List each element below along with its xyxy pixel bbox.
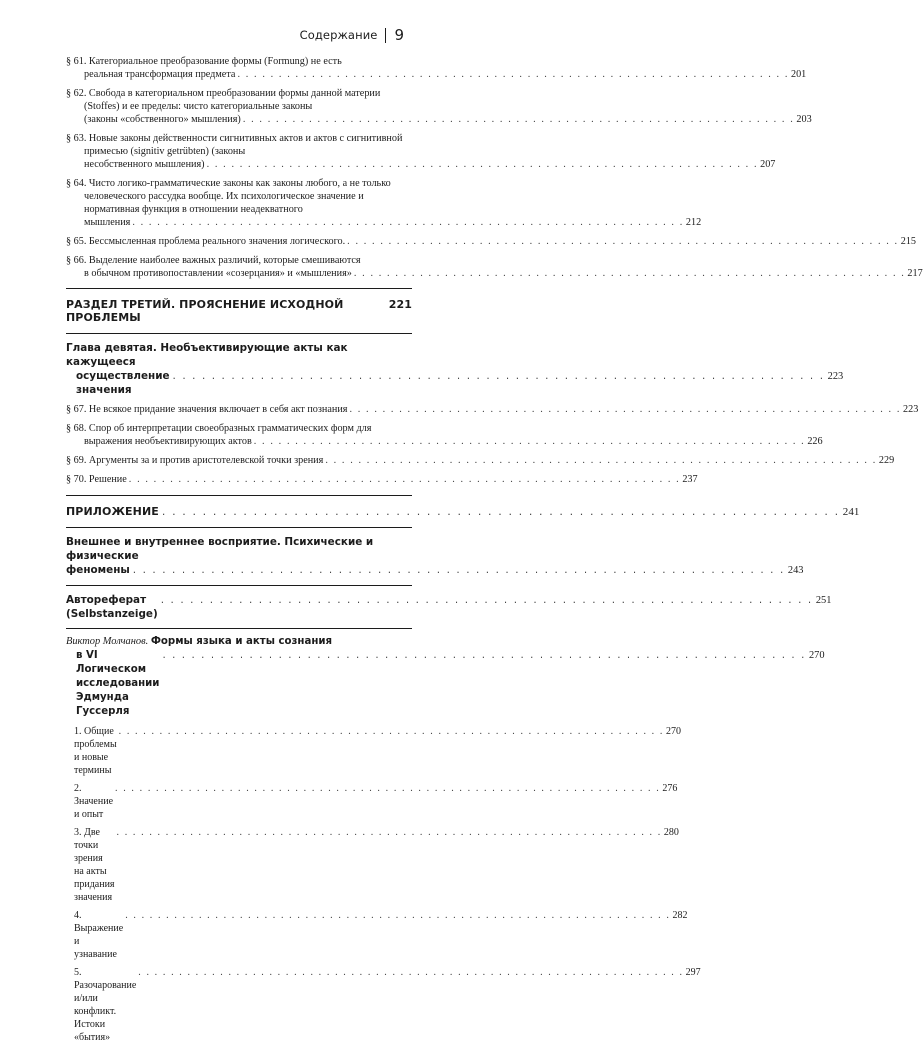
chapter-nine-heading[interactable] bbox=[66, 341, 844, 397]
appendix-page: 241 bbox=[842, 506, 860, 518]
entry-page: 203 bbox=[796, 114, 812, 125]
entry-text-end: § 70. Решение bbox=[66, 474, 127, 485]
sub-entry-2[interactable] bbox=[66, 782, 678, 821]
toc-entry-61[interactable] bbox=[66, 55, 807, 81]
entry-text: § 62. Свобода в категориальном преобразовании формы данной материи (Stoffes) и ее пределы: чисто категориальные законы bbox=[66, 88, 381, 112]
sub-entry-1[interactable] bbox=[66, 725, 681, 777]
entry-page: 229 bbox=[878, 455, 895, 466]
entry-page: 237 bbox=[682, 474, 698, 485]
chapter-line2: осуществление значения bbox=[76, 370, 170, 396]
entry-page: 215 bbox=[900, 236, 916, 247]
sub-label: 2. Значение и опыт bbox=[74, 783, 114, 820]
toc-entry-64[interactable] bbox=[66, 177, 702, 229]
divider bbox=[66, 333, 412, 334]
leader-dots: . . . . . . . . . . . . . . . . . . . . . . . . . . . . . . . . . . . . . . . . . . . . . . . . . . . . . . . . . . . . . . . . . . . bbox=[125, 910, 671, 921]
sub-page: 280 bbox=[663, 827, 679, 838]
perception-line1: Внешнее и внутреннее восприятие. Психические и физические bbox=[66, 536, 374, 562]
perception-heading[interactable] bbox=[66, 535, 804, 578]
leader-dots: . . . . . . . . . . . . . . . . . . . . . . . . . . . . . . . . . . . . . . . . . . . . . . . . . . . . . . . . . . . . . . . . . . . bbox=[242, 114, 795, 125]
sub-page: 282 bbox=[672, 910, 688, 921]
molchanov-author: Виктор Молчанов. bbox=[66, 636, 149, 647]
leader-dots: . . . . . . . . . . . . . . . . . . . . . . . . . . . . . . . . . . . . . . . . . . . . . . . . . . . . . . . . . . . . . . . . . . . bbox=[116, 827, 662, 838]
divider bbox=[66, 585, 412, 586]
sub-label: 3. Две точки зрения на акты придания значения bbox=[74, 827, 115, 903]
toc-entry-66[interactable] bbox=[66, 254, 923, 280]
toc-entry-69[interactable] bbox=[66, 454, 895, 467]
entry-text-end: § 67. Не всякое придание значения включает в себя акт познания bbox=[66, 404, 348, 415]
toc-entry-68[interactable] bbox=[66, 422, 823, 448]
sub-entry-5[interactable] bbox=[66, 966, 701, 1044]
leader-dots: . . . . . . . . . . . . . . . . . . . . . . . . . . . . . . . . . . . . . . . . . . . . . . . . . . . . . . . . . . . . . . . . . . . bbox=[253, 436, 806, 447]
leader-dots: . . . . . . . . . . . . . . . . . . . . . . . . . . . . . . . . . . . . . . . . . . . . . . . . . . . . . . . . . . . . . . . . . . . bbox=[325, 455, 877, 466]
entry-text-end: (законы «собственного» мышления) bbox=[84, 114, 241, 125]
molchanov-title1: Формы языка и акты сознания bbox=[150, 636, 333, 647]
entry-text-end: § 69. Аргументы за и против аристотелевской точки зрения bbox=[66, 455, 324, 466]
sub-entry-3[interactable] bbox=[66, 826, 679, 904]
entry-text: § 64. Чисто логико-грамматические законы как законы любого, а не только человеческого рассудка вообще. Их психологическое значение и нормативная функция в отношении неадекватного bbox=[66, 178, 391, 215]
sub-page: 270 bbox=[665, 726, 681, 737]
entry-page: 207 bbox=[760, 159, 776, 170]
sub-page: 276 bbox=[662, 783, 678, 794]
page-header bbox=[300, 26, 404, 44]
molchanov-page: 270 bbox=[808, 650, 825, 661]
entry-page: 223 bbox=[903, 404, 919, 415]
section-three-heading[interactable] bbox=[66, 298, 412, 324]
entry-text-end: реальная трансформация предмета bbox=[84, 69, 236, 80]
leader-dots: . . . . . . . . . . . . . . . . . . . . . . . . . . . . . . . . . . . . . . . . . . . . . . . . . . . . . . . . . . . . . . . . . . . bbox=[128, 474, 681, 485]
leader-dots: . . . . . . . . . . . . . . . . . . . . . . . . . . . . . . . . . . . . . . . . . . . . . . . . . . . . . . . . . . . . . . . . . . . bbox=[138, 967, 684, 978]
page-number: 9 bbox=[394, 26, 404, 44]
leader-dots: . . . . . . . . . . . . . . . . . . . . . . . . . . . . . . . . . . . . . . . . . . . . . . . . . . . . . . . . . . . . . . . . . . . bbox=[118, 726, 664, 737]
entry-text-end: несобственного мышления) bbox=[84, 159, 205, 170]
divider bbox=[66, 288, 412, 289]
leader-dots: . . . . . . . . . . . . . . . . . . . . . . . . . . . . . . . . . . . . . . . . . . . . . . . . . . . . . . . . . . . . . . . . . . . bbox=[132, 564, 785, 576]
molchanov-heading[interactable] bbox=[66, 635, 825, 719]
leader-dots: . . . . . . . . . . . . . . . . . . . . . . . . . . . . . . . . . . . . . . . . . . . . . . . . . . . . . . . . . . . . . . . . . . . bbox=[172, 370, 825, 382]
autoreferat-page: 251 bbox=[815, 595, 832, 606]
leader-dots: . . . . . . . . . . . . . . . . . . . . . . . . . . . . . . . . . . . . . . . . . . . . . . . . . . . . . . . . . . . . . . . . . . . bbox=[353, 268, 906, 279]
perception-line2: феномены bbox=[66, 564, 130, 576]
entry-page: 217 bbox=[907, 268, 923, 279]
leader-dots: . . . . . . . . . . . . . . . . . . . . . . . . . . . . . . . . . . . . . . . . . . . . . . . . . . . . . . . . . . . . . . . . . . . bbox=[349, 404, 902, 415]
divider bbox=[66, 527, 412, 528]
sub-label: 1. Общие проблемы и новые термины bbox=[74, 726, 117, 776]
header-divider bbox=[385, 28, 386, 43]
sub-entry-4[interactable] bbox=[66, 909, 688, 961]
appendix-heading[interactable] bbox=[66, 505, 860, 518]
running-title: Содержание bbox=[299, 28, 378, 42]
toc-entry-67[interactable] bbox=[66, 403, 919, 416]
appendix-label: ПРИЛОЖЕНИЕ bbox=[66, 505, 159, 518]
chapter-line1: Глава девятая. Необъективирующие акты как кажущееся bbox=[66, 342, 348, 368]
entry-text-end: выражения необъективирующих актов bbox=[84, 436, 252, 447]
sub-label: 5. Разочарование и/или конфликт. Истоки «бытия» bbox=[74, 967, 137, 1043]
sub-label: 4. Выражение и узнавание bbox=[74, 910, 124, 960]
toc-entry-62[interactable] bbox=[66, 87, 812, 126]
perception-page: 243 bbox=[787, 565, 804, 576]
entry-text-end: в обычном противопоставлении «созерцания» и «мышления» bbox=[84, 268, 352, 279]
entry-page: 226 bbox=[807, 436, 823, 447]
table-of-contents bbox=[66, 55, 923, 1049]
section-page: 221 bbox=[388, 298, 412, 311]
leader-dots: . . . . . . . . . . . . . . . . . . . . . . . . . . . . . . . . . . . . . . . . . . . . . . . . . . . . . . . . . . . . . . . . . . . bbox=[132, 217, 684, 228]
leader-dots: . . . . . . . . . . . . . . . . . . . . . . . . . . . . . . . . . . . . . . . . . . . . . . . . . . . . . . . . . . . . . . . . . . . bbox=[160, 594, 813, 606]
leader-dots: . . . . . . . . . . . . . . . . . . . . . . . . . . . . . . . . . . . . . . . . . . . . . . . . . . . . . . . . . . . . . . . . . . . bbox=[115, 783, 661, 794]
toc-entry-65[interactable] bbox=[66, 235, 916, 248]
entry-text: § 61. Категориальное преобразование формы (Formung) не есть bbox=[66, 56, 342, 67]
leader-dots: . . . . . . . . . . . . . . . . . . . . . . . . . . . . . . . . . . . . . . . . . . . . . . . . . . . . . . . . . . . . . . . . . . . bbox=[162, 650, 806, 661]
leader-dots: . . . . . . . . . . . . . . . . . . . . . . . . . . . . . . . . . . . . . . . . . . . . . . . . . . . . . . . . . . . . . . . . . . . bbox=[161, 505, 840, 518]
molchanov-title2: в VI Логическом исследовании Эдмунда Гуссерля bbox=[76, 650, 160, 717]
autoreferat-label: Автореферат (Selbstanzeige) bbox=[66, 594, 158, 620]
toc-entry-63[interactable] bbox=[66, 132, 776, 171]
entry-text: § 63. Новые законы действенности сигнитивных актов и актов с сигнитивной примесью (signitiv getrübten) (законы bbox=[66, 133, 403, 157]
entry-text-end: § 65. Бессмысленная проблема реального значения логического. bbox=[66, 236, 346, 247]
toc-entry-70[interactable] bbox=[66, 473, 698, 486]
divider bbox=[66, 495, 412, 496]
entry-page: 212 bbox=[685, 217, 702, 228]
autoreferat-heading[interactable] bbox=[66, 593, 832, 621]
leader-dots: . . . . . . . . . . . . . . . . . . . . . . . . . . . . . . . . . . . . . . . . . . . . . . . . . . . . . . . . . . . . . . . . . . . bbox=[237, 69, 789, 80]
leader-dots: . . . . . . . . . . . . . . . . . . . . . . . . . . . . . . . . . . . . . . . . . . . . . . . . . . . . . . . . . . . . . . . . . . . bbox=[206, 159, 759, 170]
section-label: РАЗДЕЛ ТРЕТИЙ. ПРОЯСНЕНИЕ ИСХОДНОЙ ПРОБЛЕМЫ bbox=[66, 298, 344, 324]
leader-dots: . . . . . . . . . . . . . . . . . . . . . . . . . . . . . . . . . . . . . . . . . . . . . . . . . . . . . . . . . . . . . . . . . . . bbox=[347, 236, 899, 247]
sub-page: 297 bbox=[685, 967, 701, 978]
entry-text-end: мышления bbox=[84, 217, 131, 228]
entry-text: § 66. Выделение наиболее важных различий, которые смешиваются bbox=[66, 255, 361, 266]
entry-text: § 68. Спор об интерпретации своеобразных грамматических форм для bbox=[66, 423, 372, 434]
chapter-page: 223 bbox=[827, 371, 844, 382]
divider bbox=[66, 628, 412, 629]
entry-page: 201 bbox=[790, 69, 807, 80]
